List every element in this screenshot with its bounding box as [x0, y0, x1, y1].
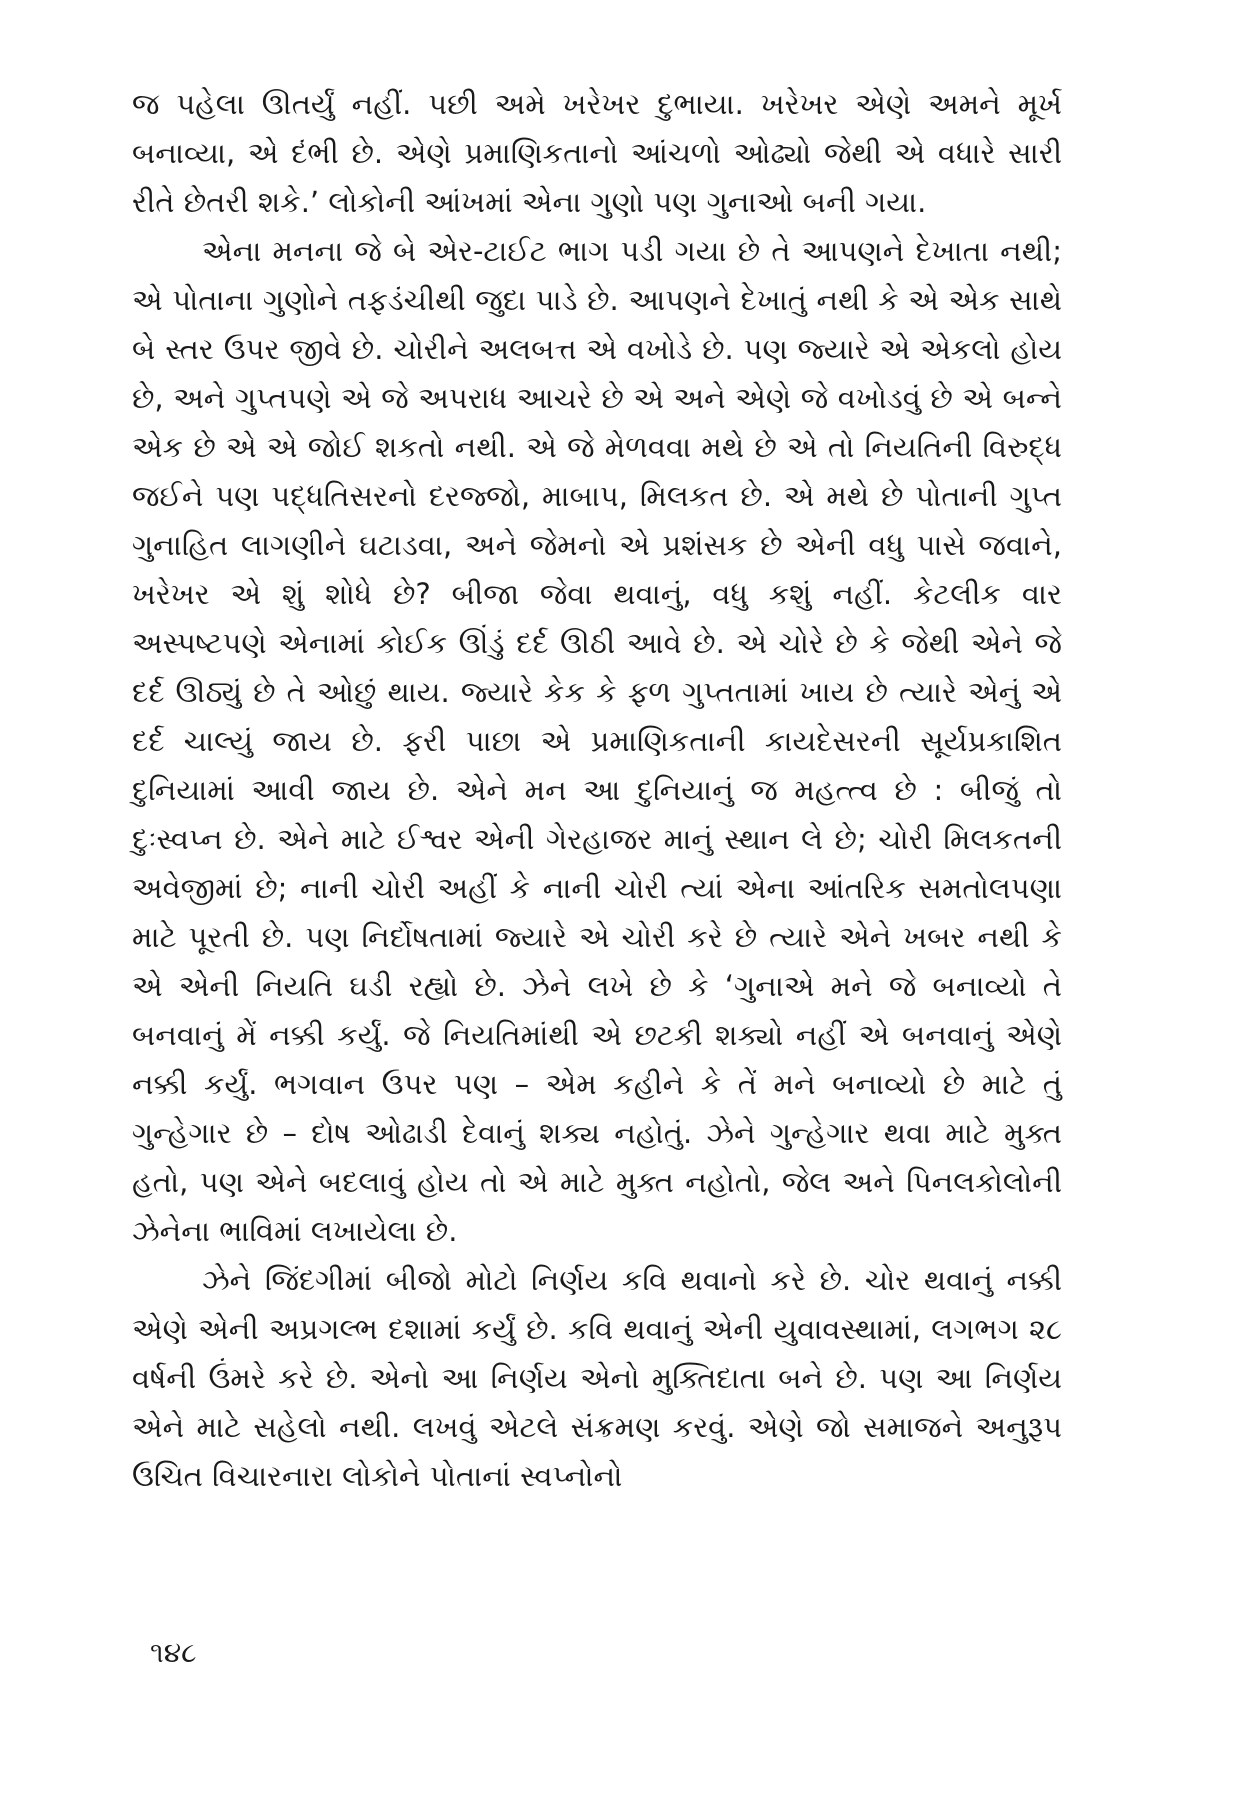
paragraph-continued: જ પહેલા ઊતર્યું નહીં. પછી અમે ખરેખર દુભાયા. ખરેખર એણે અમને મૂર્ખ બનાવ્યા, એ દંભી છે. એણે પ્રમાણિકતાનો આંચળો ઓઢ્યો જેથી એ વધારે સારી રીતે છેતરી શકે.’ લોકોની આંખમાં એના ગુણો પણ ગુનાઓ બની ગયા.	[132, 87, 1062, 219]
paragraph: એના મનના જે બે એર-ટાઈટ ભાગ પડી ગયા છે તે આપણને દેખાતા નથી; એ પોતાના ગુણોને તફડંચીથી જુદા પાડે છે. આપણને દેખાતું નથી કે એ એક સાથે બે સ્તર ઉપર જીવે છે. ચોરીને અલબત્ત એ વખોડે છે. પણ જ્યારે એ એકલો હોય છે, અને ગુપ્તપણે એ જે અપરાધ આચરે છે એ અને એણે જે વખોડવું છે એ બન્ને એક છે એ એ જોઈ શકતો નથી. એ જે મેળવવા મથે છે એ તો નિયતિની વિરુદ્ધ જઈને પણ પદ્ધતિસરનો દરજ્જો, માબાપ, મિલકત છે. એ મથે છે પોતાની ગુપ્ત ગુનાહિત લાગણીને ઘટાડવા, અને જેમનો એ પ્રશંસક છે એની વધુ પાસે જવાને, ખરેખર એ શું શોધે છે? બીજા જેવા થવાનું, વધુ કશું નહીં. કેટલીક વાર અસ્પષ્ટપણે એનામાં કોઈક ઊંડું દર્દ ઊઠી આવે છે. એ ચોરે છે કે જેથી એને જે દર્દ ઊઠ્યું છે તે ઓછું થાય. જ્યારે કેક કે ફળ ગુપ્તતામાં ખાય છે ત્યારે એનું એ દર્દ ચાલ્યું જાય છે. ફરી પાછા એ પ્રમાણિકતાની કાયદેસરની સૂર્યપ્રકાશિત દુનિયામાં આવી જાય છે. એને મન આ દુનિયાનું જ મહત્ત્વ છે : બીજું તો દુઃસ્વપ્ન છે. એને માટે ઈશ્વર એની ગેરહાજર માનું સ્થાન લે છે; ચોરી મિલકતની અવેજીમાં છે; નાની ચોરી અહીં કે નાની ચોરી ત્યાં એના આંતરિક સમતોલપણા માટે પૂરતી છે. પણ નિર્દોષતામાં જ્યારે એ ચોરી કરે છે ત્યારે એને ખબર નથી કે એ એની નિયતિ ઘડી રહ્યો છે. ઝેને લખે છે કે ‘ગુનાએ મને જે બનાવ્યો તે બનવાનું મેં નક્કી કર્યું. જે નિયતિમાંથી એ છટકી શક્યો નહીં એ બનવાનું એણે નક્કી કર્યું. ભગવાન ઉપર પણ – એમ કહીને કે તેં મને બનાવ્યો છે માટે તું ગુન્હેગાર છે – દોષ ઓઢાડી દેવાનું શક્ય નહોતું. ઝેને ગુન્હેગાર થવા માટે મુક્ત હતો, પણ એને બદલાવું હોય તો એ માટે મુક્ત નહોતો, જેલ અને પિનલકોલોની ઝેનેના ભાવિમાં લખાયેલા છે.	[132, 234, 1062, 1248]
body-text	[132, 80, 1062, 1501]
paragraph: ઝેને જિંદગીમાં બીજો મોટો નિર્ણય કવિ થવાનો કરે છે. ચોર થવાનું નક્કી એણે એની અપ્રગલ્ભ દશામાં કર્યું છે. કવિ થવાનું એની યુવાવસ્થામાં, લગભગ ૨૮ વર્ષની ઉંમરે કરે છે. એનો આ નિર્ણય એનો મુક્તિદાતા બને છે. પણ આ નિર્ણય એને માટે સહેલો નથી. લખવું એટલે સંક્રમણ કરવું. એણે જો સમાજને અનુરૂપ ઉચિત વિચારનારા લોકોને પોતાનાં સ્વપ્નોનો	[132, 1263, 1062, 1493]
page-number: ૧૪૮	[150, 1636, 197, 1669]
